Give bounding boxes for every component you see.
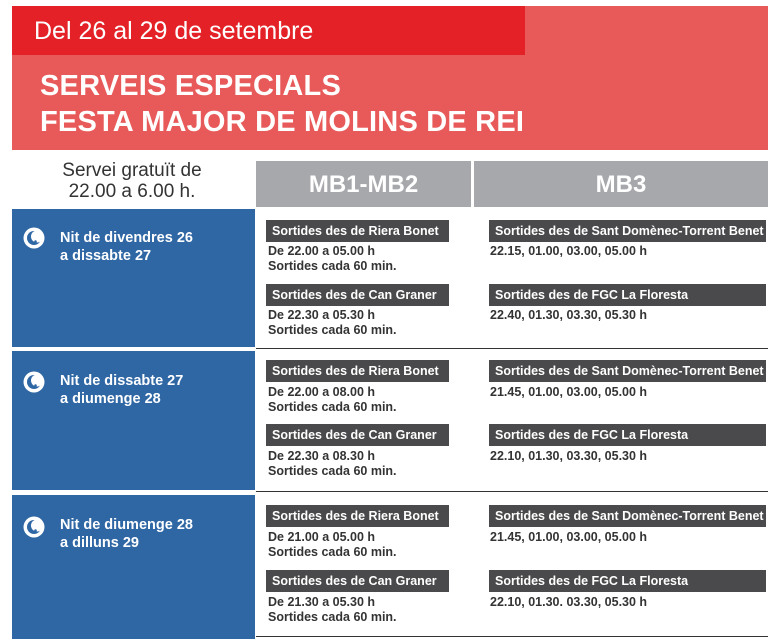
origin-label: Sortides des de Riera Bonet: [266, 505, 449, 527]
title-line1: SERVEIS ESPECIALS: [40, 70, 342, 102]
night-label: [60, 516, 193, 552]
schedule-line: Sortides cada 60 min.: [268, 610, 397, 624]
schedule-text: 22.10, 01.30, 03.30, 05.30 h: [490, 449, 648, 463]
moon-icon: [23, 227, 45, 249]
schedule-line: De 22.00 a 05.00 h: [268, 244, 376, 258]
column-header-mb3: MB3: [474, 161, 768, 207]
free-service-line2: 22.00 a 6.00 h.: [68, 181, 196, 202]
column-header-mb1-mb2: MB1-MB2: [256, 161, 471, 207]
schedule-text: [268, 385, 397, 415]
schedule-line: Sortides cada 60 min.: [268, 464, 397, 478]
night-label-line2: a diumenge 28: [60, 391, 161, 407]
origin-label: Sortides des de Sant Domènec-Torrent Benet: [489, 505, 766, 527]
schedule-text: 22.15, 01.00, 03.00, 05.00 h: [490, 244, 648, 258]
row-separator: [256, 636, 768, 637]
night-label-line1: Nit de diumenge 28: [60, 517, 193, 533]
free-service-line1: Servei gratuït de: [62, 160, 202, 181]
moon-icon: [23, 516, 45, 538]
schedule-text: [268, 530, 397, 560]
schedule-text: [268, 308, 397, 338]
row-separator: [256, 348, 768, 349]
night-label: [60, 229, 193, 265]
night-label-line1: Nit de dissabte 27: [60, 373, 184, 389]
night-box: [12, 351, 255, 490]
origin-label: Sortides des de FGC La Floresta: [489, 570, 766, 592]
origin-label: Sortides des de FGC La Floresta: [489, 284, 766, 306]
night-label-line2: a dissabte 27: [60, 248, 152, 264]
schedule-line: De 22.00 a 08.00 h: [268, 385, 376, 399]
schedule-text: [268, 595, 397, 625]
schedule-text: [268, 244, 397, 274]
night-box: [12, 495, 255, 639]
schedule-line: Sortides cada 60 min.: [268, 259, 397, 273]
schedule-text: 21.45, 01.00, 03.00, 05.00 h: [490, 385, 648, 399]
origin-label: Sortides des de Sant Domènec-Torrent Benet: [489, 220, 766, 242]
schedule-text: 22.10, 01.30. 03.30, 05.30 h: [490, 595, 648, 609]
date-range: Del 26 al 29 de setembre: [34, 17, 314, 45]
night-label: [60, 372, 183, 408]
schedule-line: De 22.30 a 08.30 h: [268, 449, 376, 463]
schedule-text: [268, 449, 397, 479]
schedule-line: Sortides cada 60 min.: [268, 400, 397, 414]
origin-label: Sortides des de Riera Bonet: [266, 220, 449, 242]
origin-label: Sortides des de Sant Domènec-Torrent Benet: [489, 360, 766, 382]
title-line2: FESTA MAJOR DE MOLINS DE REI: [40, 106, 525, 138]
night-label-line1: Nit de divendres 26: [60, 230, 193, 246]
date-bar: [12, 6, 525, 55]
origin-label: Sortides des de Riera Bonet: [266, 360, 449, 382]
origin-label: Sortides des de FGC La Floresta: [489, 424, 766, 446]
schedule-line: De 21.30 a 05.30 h: [268, 595, 376, 609]
free-service-label: [12, 160, 252, 202]
night-box: [12, 209, 255, 347]
origin-label: Sortides des de Can Graner: [266, 570, 449, 592]
schedule-line: De 22.30 a 05.30 h: [268, 308, 376, 322]
schedule-line: Sortides cada 60 min.: [268, 323, 397, 337]
schedule-line: De 21.00 a 05.00 h: [268, 530, 376, 544]
schedule-text: 21.45, 01.00, 03.00, 05.00 h: [490, 530, 648, 544]
row-separator: [256, 491, 768, 492]
schedule-line: Sortides cada 60 min.: [268, 545, 397, 559]
moon-icon: [23, 371, 45, 393]
night-label-line2: a dilluns 29: [60, 535, 139, 551]
origin-label: Sortides des de Can Graner: [266, 424, 449, 446]
origin-label: Sortides des de Can Graner: [266, 284, 449, 306]
schedule-text: 22.40, 01.30, 03.30, 05.30 h: [490, 308, 648, 322]
